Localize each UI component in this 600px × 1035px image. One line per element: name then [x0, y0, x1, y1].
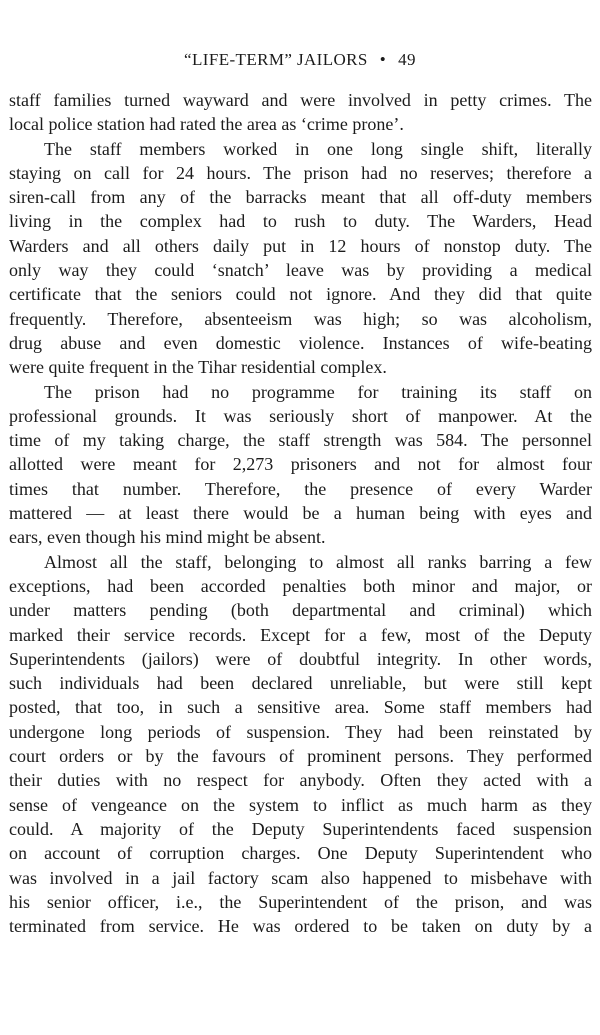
header-separator: •	[379, 50, 387, 69]
text-line: Warders and all others daily put in 12 hours of nonstop duty. The	[9, 235, 592, 256]
text-line: such individuals had been declared unreliable, but were still kept	[9, 673, 592, 694]
text-line: ears, even though his mind might be absent.	[9, 527, 326, 548]
text-line: siren-call from any of the barracks meant that all off-duty members	[9, 187, 592, 208]
text-line: professional grounds. It was seriously short of manpower. At the	[9, 405, 592, 426]
text-line: undergone long periods of suspension. They had been reinstated by	[9, 721, 592, 742]
paragraph	[9, 137, 592, 380]
text-line: The staff members worked in one long single shift, literally	[44, 138, 592, 159]
text-line: The prison had no programme for training its staff on	[44, 381, 592, 402]
text-line: could. A majority of the Deputy Superintendents faced suspension	[9, 818, 592, 839]
text-line: sense of vengeance on the system to inflict as much harm as they	[9, 794, 592, 815]
paragraph	[9, 380, 592, 550]
text-line: Almost all the staff, belonging to almost all ranks barring a few	[44, 551, 592, 572]
text-line: on account of corruption charges. One Deputy Superintendent who	[9, 843, 592, 864]
text-line: posted, that too, in such a sensitive area. Some staff members had	[9, 697, 592, 718]
text-line: time of my taking charge, the staff strength was 584. The personnel	[9, 430, 592, 451]
text-line: certificate that the seniors could not ignore. And they did that quite	[9, 284, 592, 305]
paragraph	[9, 550, 592, 939]
text-line: Superintendents (jailors) were of doubtful integrity. In other words,	[9, 648, 592, 669]
text-line: staying on call for 24 hours. The prison had no reserves; therefore a	[9, 162, 592, 183]
text-line: under matters pending (both departmental and criminal) which	[9, 600, 592, 621]
text-line: was involved in a jail factory scam also happened to misbehave with	[9, 867, 592, 888]
text-line: were quite frequent in the Tihar residential complex.	[9, 357, 387, 378]
text-line: frequently. Therefore, absenteeism was high; so was alcoholism,	[9, 308, 592, 329]
text-line: court orders or by the favours of prominent persons. They performed	[9, 746, 592, 767]
text-line: staff families turned wayward and were involved in petty crimes. The	[9, 90, 592, 110]
text-line: only way they could ‘snatch’ leave was by providing a medical	[9, 260, 592, 281]
text-line: drug abuse and even domestic violence. Instances of wife-beating	[9, 332, 592, 353]
text-line: times that number. Therefore, the presence of every Warder	[9, 478, 592, 499]
text-line: their duties with no respect for anybody. Often they acted with a	[9, 770, 592, 791]
running-head	[0, 49, 600, 71]
text-line: local police station had rated the area as ‘crime prone’.	[9, 114, 404, 135]
text-line: allotted were meant for 2,273 prisoners and not for almost four	[9, 454, 592, 475]
text-line: his senior officer, i.e., the Superintendent of the prison, and was	[9, 891, 592, 912]
page-number: 49	[398, 50, 416, 69]
body-text	[9, 88, 592, 938]
text-line: mattered — at least there would be a human being with eyes and	[9, 503, 592, 524]
text-line: exceptions, had been accorded penalties both minor and major, or	[9, 575, 592, 596]
text-line: marked their service records. Except for a few, most of the Deputy	[9, 624, 592, 645]
paragraph	[9, 88, 592, 137]
chapter-title: “LIFE-TERM” JAILORS	[184, 50, 368, 69]
text-line: living in the complex had to rush to duty. The Warders, Head	[9, 211, 592, 232]
text-line: terminated from service. He was ordered to be taken on duty by a	[9, 916, 592, 937]
